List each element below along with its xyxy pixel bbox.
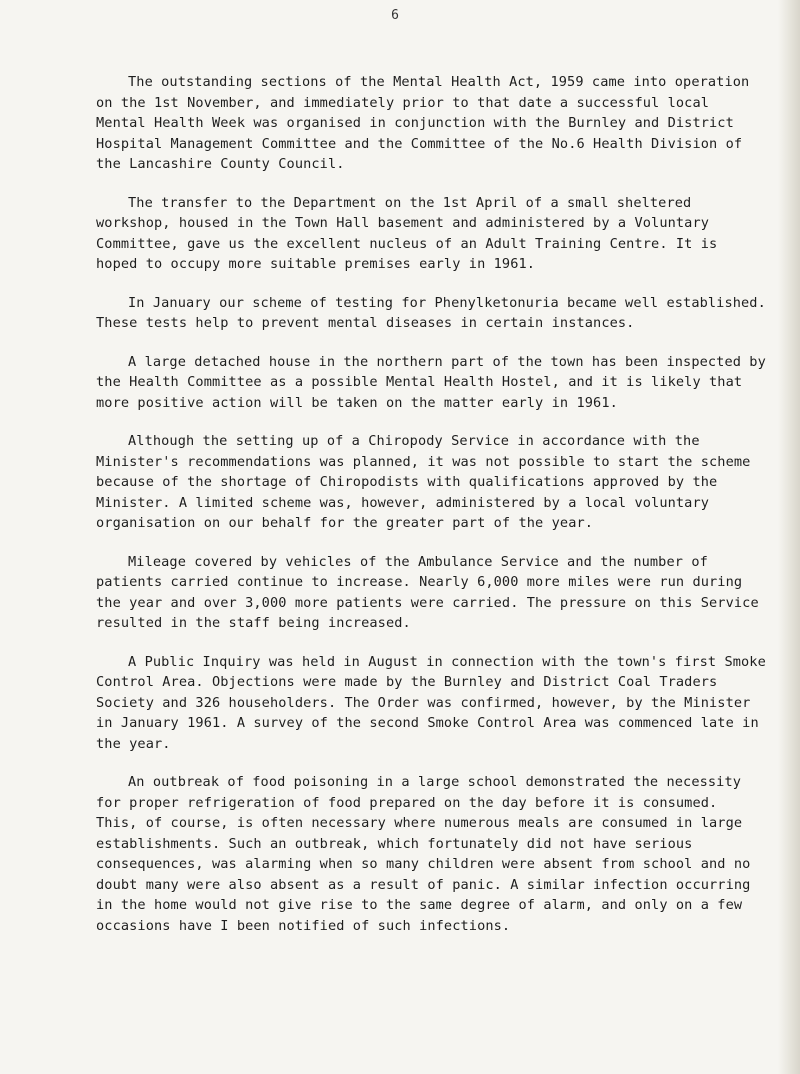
paragraph-chiropody	[96, 431, 766, 534]
paragraph-text: The transfer to the Department on the 1st April of a small sheltered workshop, housed in the Town Hall basement and administered by a Voluntary Committee, gave us the excellent nucleus of an Adult Training Centre. It is hoped to occupy more suitable premises early in 1961.	[96, 194, 718, 272]
body-text	[96, 72, 766, 954]
paragraph-text: An outbreak of food poisoning in a large school demonstrated the necessity for proper refrigeration of food prepared on the day before it is consumed. This, of course, is often necessary where numerous meals are consumed in large establishments. Such an outbreak, which fortunately did not have serious consequences, was alarming when so many children were absent from school and no doubt many were also absent as a result of panic. A similar infection occurring in the home would not give rise to the same degree of alarm, and only on a few occasions have I been notified of such infections.	[96, 774, 751, 934]
paragraph-phenylketonuria	[96, 293, 766, 334]
paragraph-text: The outstanding sections of the Mental Health Act, 1959 came into operation on the 1st November, and immediately prior to that date a successful local Mental Health Week was organised in conjunction with the Burnley and District Hospital Management Committee and the Committee of the No.6 Health Division of the Lancashire County Council.	[96, 74, 750, 172]
paragraph-sheltered-workshop	[96, 193, 766, 275]
paragraph-text: A large detached house in the northern part of the town has been inspected by the Health Committee as a possible Mental Health Hostel, and it is likely that more positive action will be taken on the matter early in 1961.	[96, 353, 766, 411]
page-number: 6	[391, 8, 399, 23]
paragraph-hostel	[96, 352, 766, 414]
paragraph-ambulance	[96, 552, 766, 634]
paragraph-text: In January our scheme of testing for Phenylketonuria became well established. These tests help to prevent mental diseases in certain instances.	[96, 294, 766, 331]
page-edge-shadow	[778, 0, 800, 1074]
paragraph-smoke-control	[96, 652, 766, 755]
paragraph-text: Although the setting up of a Chiropody Service in accordance with the Minister's recommendations was planned, it was not possible to start the scheme because of the shortage of Chiropodists with qualifications approved by the Minister. A limited scheme was, however, administered by a local voluntary organisation on our behalf for the greater part of the year.	[96, 433, 751, 531]
paragraph-text: Mileage covered by vehicles of the Ambulance Service and the number of patients carried continue to increase. Nearly 6,000 more miles were run during the year and over 3,000 more patients were carried. The pressure on this Service resulted in the staff being increased.	[96, 553, 759, 631]
paragraph-mental-health-act	[96, 72, 766, 175]
paragraph-food-poisoning	[96, 772, 766, 936]
paragraph-text: A Public Inquiry was held in August in connection with the town's first Smoke Control Area. Objections were made by the Burnley and District Coal Traders Society and 326 householders. The Order was confirmed, however, by the Minister in January 1961. A survey of the second Smoke Control Area was commenced late in the year.	[96, 653, 766, 752]
